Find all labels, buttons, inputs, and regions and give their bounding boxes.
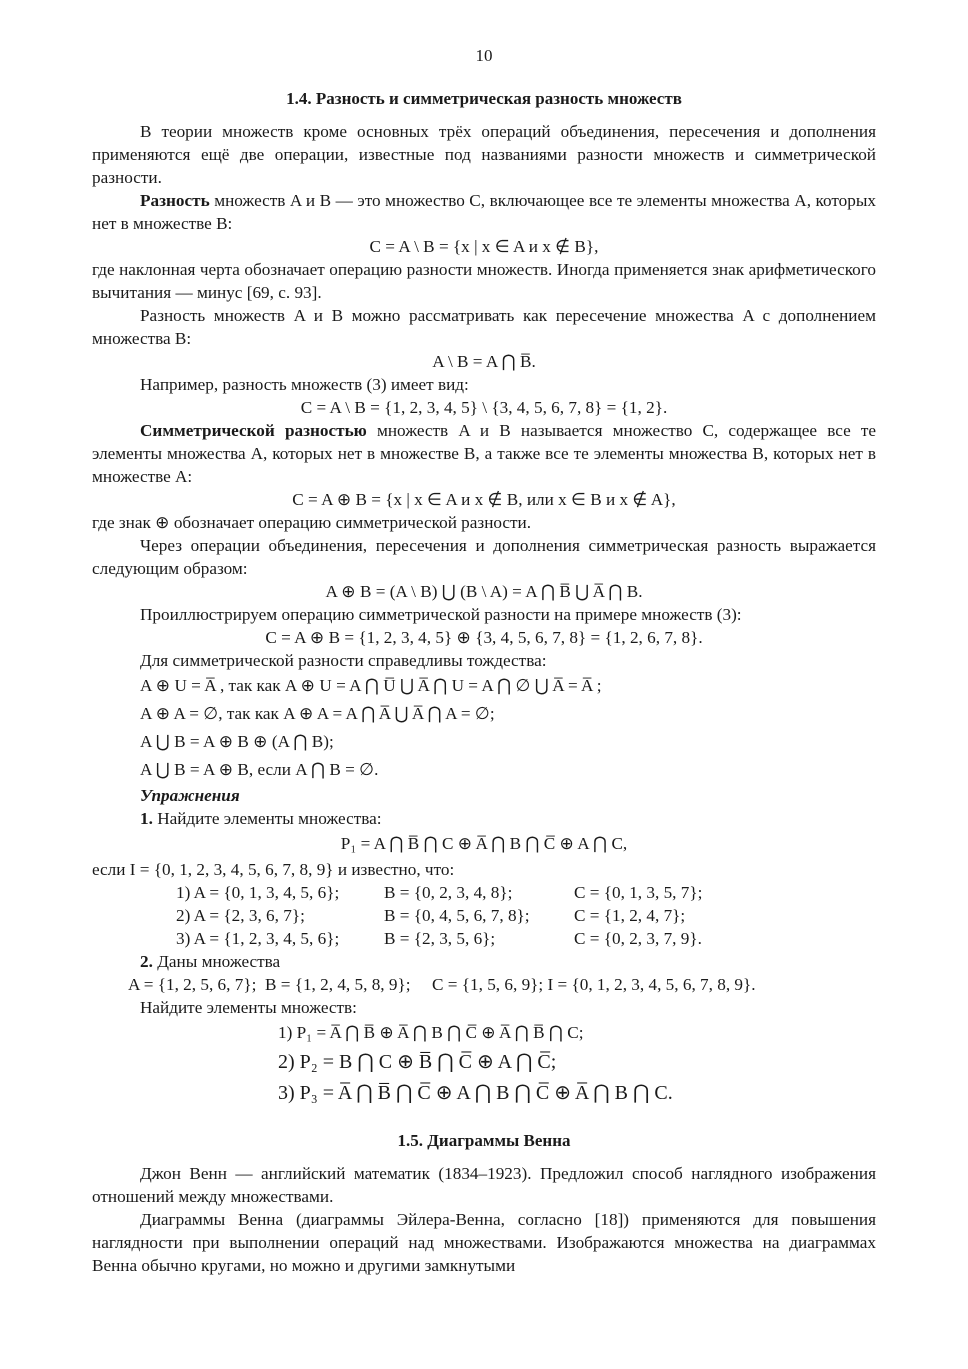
formula: P₁ = A ⋂ B̅ ⋂ C ⊕ A̅ ⋂ B ⋂ C̅ ⊕ A ⋂ C,	[340, 834, 628, 853]
identity: A ⋃ B = A ⊕ B, если A ⋂ B = ∅.	[140, 760, 379, 779]
paragraph: Проиллюстрируем операцию симметрической разности на примере множеств (3):	[140, 605, 742, 624]
table-cell: B = {0, 4, 5, 6, 7, 8};	[384, 906, 530, 925]
table-cell: 2) A = {2, 3, 6, 7};	[176, 906, 305, 925]
table-cell: C = {0, 1, 3, 5, 7};	[574, 883, 703, 902]
table-row	[176, 927, 702, 950]
term-bold: Разность	[140, 191, 210, 210]
paragraph: если I = {0, 1, 2, 3, 4, 5, 6, 7, 8, 9} и известно, что:	[92, 860, 455, 879]
paragraph: Например, разность множеств (3) имеет вид:	[140, 375, 469, 394]
paragraph: где знак ⊕ обозначает операцию симметрической разности.	[92, 513, 532, 532]
table-row	[176, 904, 702, 927]
paragraph: В теории множеств кроме основных трёх операций объединения, пересечения и дополнения применяются ещё две операции, известные под названиями разности множеств и симметрической разности.	[92, 122, 876, 187]
formula: 2) P₂ = B ⋂ C ⊕ B̅ ⋂ C̅ ⊕ A ⋂ C̅;	[278, 1051, 557, 1073]
table-cell: C = {0, 2, 3, 7, 9}.	[574, 929, 702, 948]
section-title-1-5: 1.5. Диаграммы Венна	[397, 1131, 571, 1150]
paragraph: Джон Венн — английский математик (1834–1923). Предложил способ наглядного изображения отношений между множествами.	[92, 1164, 876, 1206]
table-row	[176, 881, 702, 904]
paragraph: где наклонная черта обозначает операцию разности множеств. Иногда применяется знак арифметического вычитания — минус [69, с. 93].	[92, 260, 876, 302]
formula: 3) P₃ = A̅ ⋂ B̅ ⋂ C̅ ⊕ A ⋂ B ⋂ C̅ ⊕ A̅ ⋂ B ⋂ C.	[278, 1082, 673, 1104]
paragraph: Через операции объединения, пересечения и дополнения симметрическая разность выражается следующим образом:	[92, 536, 876, 578]
paragraph-text: множеств A и B называется множество C, содержащее все те элементы множества A, которых нет в множестве B, а также все те элементы множества B, которых нет в множестве A:	[92, 421, 876, 486]
formula: A ⊕ B = (A \ B) ⋃ (B \ A) = A ⋂ B̅ ⋃ A̅ ⋂ B.	[325, 582, 643, 601]
exercise-1	[92, 807, 876, 830]
table-cell: B = {0, 2, 3, 4, 8};	[384, 883, 513, 902]
exercises-heading: Упражнения	[140, 786, 240, 805]
term-bold: Симметрической разностью	[140, 421, 367, 440]
paragraph: Для симметрической разности справедливы тождества:	[140, 651, 547, 670]
section-title-1-4: 1.4. Разность и симметрическая разность множеств	[286, 89, 682, 108]
definition-paragraph	[92, 419, 876, 488]
formula: C = A ⊕ B = {1, 2, 3, 4, 5} ⊕ {3, 4, 5, 6, 7, 8} = {1, 2, 6, 7, 8}.	[265, 628, 703, 647]
paragraph-text: множеств A и B — это множество C, включающее все те элементы множества A, которых нет в множестве B:	[92, 191, 876, 233]
formula: C = A ⊕ B = {x | x ∈ A и x ∉ B, или x ∈ B и x ∉ A},	[292, 490, 676, 509]
page-number: 10	[475, 46, 493, 65]
exercise-number: 1.	[140, 809, 153, 828]
document-page	[92, 44, 876, 1277]
exercise-1-table	[176, 881, 702, 950]
paragraph: Найдите элементы множеств:	[140, 998, 357, 1017]
table-cell: C = {1, 2, 4, 7};	[574, 906, 686, 925]
formula: A = {1, 2, 5, 6, 7}; B = {1, 2, 4, 5, 8, 9}; C = {1, 5, 6, 9}; I = {0, 1, 2, 3, 4, 5, 6, 7, 8, 9}.	[128, 975, 756, 994]
paragraph: Разность множеств A и B можно рассматривать как пересечение множества A с дополнением множества B:	[92, 306, 876, 348]
identity: A ⊕ A = ∅, так как A ⊕ A = A ⋂ A̅ ⋃ A̅ ⋂ A = ∅;	[140, 704, 495, 723]
formula: A \ B = A ⋂ B̅.	[432, 352, 536, 371]
exercise-text: Даны множества	[152, 952, 281, 971]
formula: 1) P₁ = A̅ ⋂ B̅ ⊕ A̅ ⋂ B ⋂ C̅ ⊕ A̅ ⋂ B̅ ⋂ C;	[278, 1023, 584, 1042]
identity: A ⊕ U = A̅ , так как A ⊕ U = A ⋂ U̅ ⋃ A̅ ⋂ U = A ⋂ ∅ ⋃ A̅ = A̅ ;	[140, 676, 602, 695]
exercise-text: Найдите элементы множества:	[152, 809, 382, 828]
table-cell: B = {2, 3, 5, 6};	[384, 929, 496, 948]
exercise-2	[92, 950, 876, 973]
table-cell: 1) A = {0, 1, 3, 4, 5, 6};	[176, 883, 340, 902]
definition-paragraph	[92, 189, 876, 235]
table-cell: 3) A = {1, 2, 3, 4, 5, 6};	[176, 929, 340, 948]
identity: A ⋃ B = A ⊕ B ⊕ (A ⋂ B);	[140, 732, 334, 751]
paragraph: Диаграммы Венна (диаграммы Эйлера-Венна, согласно [18]) применяются для повышения наглядности при выполнении операций над множествами. Изображаются множества на диаграммах Венна обычно кругами, но можно и другими замкнутыми	[92, 1210, 876, 1275]
exercise-number: 2.	[140, 952, 153, 971]
formula: C = A \ B = {x | x ∈ A и x ∉ B},	[369, 237, 599, 256]
formula: C = A \ B = {1, 2, 3, 4, 5} \ {3, 4, 5, 6, 7, 8} = {1, 2}.	[300, 398, 668, 417]
